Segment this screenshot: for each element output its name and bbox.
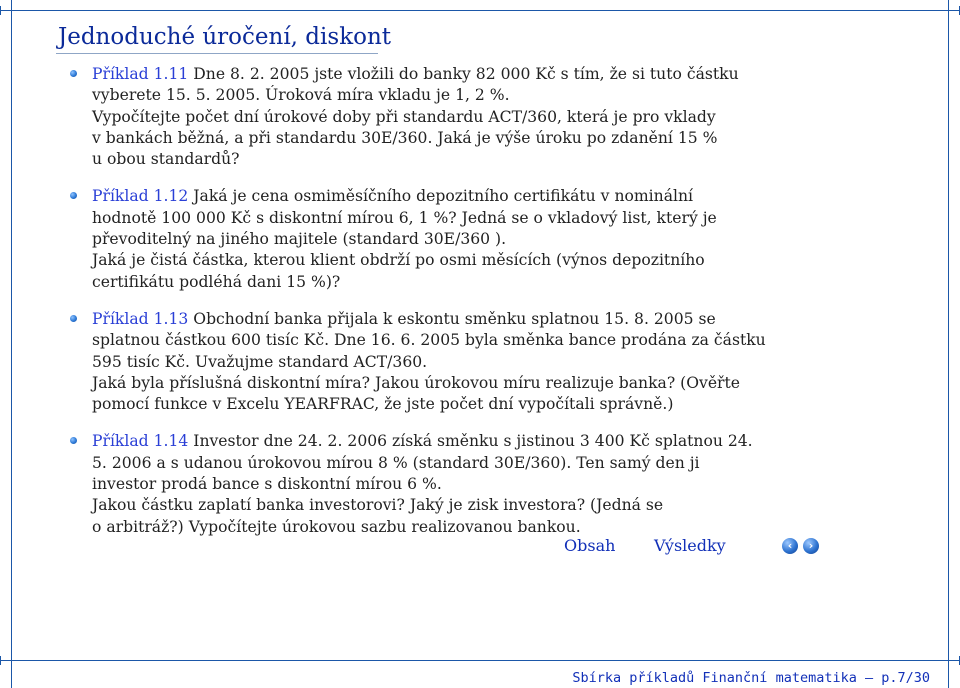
exercise-text: Jaká je cena osmiměsíčního depozitního certifikátu v nominální (188, 187, 694, 206)
bullet-icon (70, 70, 77, 77)
slide-title: Jednoduché úročení, diskont (58, 24, 392, 50)
corner-tick (0, 6, 1, 15)
right-arrow-icon[interactable]: › (803, 538, 819, 554)
exercise-text: certifikátu podléhá dani 15 %)? (92, 272, 341, 291)
frame-left-line (11, 0, 12, 688)
corner-tick (0, 656, 1, 665)
exercise-text: Vypočítejte počet dní úrokové doby při standardu ACT/360, která je pro vklady (92, 107, 716, 126)
exercise-text: Jaká je čistá částka, kterou klient obdrží po osmi měsících (výnos depozitního (92, 251, 705, 270)
exercise-text: Jaká byla příslušná diskontní míra? Jakou úrokovou míru realizuje banka? (Ověřte (92, 373, 740, 392)
exercise-link[interactable]: Příklad 1.12 (92, 187, 189, 206)
exercise-text: převoditelný na jiného majitele (standard 30E/360 ). (92, 230, 507, 249)
exercise-text: v bankách běžná, a při standardu 30E/360. Jaká je výše úroku po zdanění 15 % (92, 128, 718, 147)
exercise-text: u obou standardů? (92, 150, 240, 169)
exercise-text: vyberete 15. 5. 2005. Úroková míra vkladu je 1, 2 %. (92, 86, 510, 105)
exercise-list (92, 64, 852, 554)
exercise-item (92, 186, 852, 292)
vysledky-link[interactable]: Výsledky (654, 536, 726, 555)
exercise-text: o arbitráž?) Vypočítejte úrokovou sazbu realizovanou bankou. (92, 517, 581, 536)
exercise-text: Jakou částku zaplatí banka investorovi? Jaký je zisk investora? (Jedná se (92, 496, 664, 515)
bullet-icon (70, 315, 77, 322)
bullet-icon (70, 192, 77, 199)
exercise-text: Dne 8. 2. 2005 jste vložili do banky 82 000 Kč s tím, že si tuto částku (188, 65, 739, 83)
exercise-link[interactable]: Příklad 1.14 (92, 432, 189, 451)
bullet-icon (70, 437, 77, 444)
exercise-text: Obchodní banka přijala k eskontu směnku splatnou 15. 8. 2005 se (188, 309, 716, 328)
obsah-link[interactable]: Obsah (564, 536, 616, 555)
title-underline (56, 53, 378, 54)
frame-top-line (0, 10, 960, 11)
exercise-text: hodnotě 100 000 Kč s diskontní mírou 6, 1 %? Jedná se o vkladový list, který je (92, 208, 717, 227)
exercise-link[interactable]: Příklad 1.13 (92, 309, 189, 328)
exercise-text: 5. 2006 a s udanou úrokovou mírou 8 % (standard 30E/360). Ten samý den ji (92, 453, 700, 472)
frame-bottom-line (0, 660, 960, 661)
exercise-text: 595 tisíc Kč. Uvažujme standard ACT/360. (92, 352, 428, 371)
exercise-text: investor prodá bance s diskontní mírou 6 %. (92, 475, 442, 494)
exercise-text: splatnou částkou 600 tisíc Kč. Dne 16. 6. 2005 byla směnka bance prodána za částku (92, 331, 766, 350)
exercise-text: pomocí funkce v Excelu YEARFRAC, že jste počet dní vypočítali správně.) (92, 395, 674, 414)
left-arrow-icon[interactable]: ‹ (782, 538, 798, 554)
exercise-text: Investor dne 24. 2. 2006 získá směnku s jistinou 3 400 Kč splatnou 24. (188, 432, 753, 451)
frame-right-line (948, 0, 949, 688)
exercise-item (92, 309, 852, 415)
footer-text: Sbírka příkladů Finanční matematika – p.7/30 (572, 670, 930, 686)
exercise-item (92, 64, 852, 170)
exercise-link[interactable]: Příklad 1.11 (92, 65, 189, 83)
exercise-item (92, 431, 852, 537)
